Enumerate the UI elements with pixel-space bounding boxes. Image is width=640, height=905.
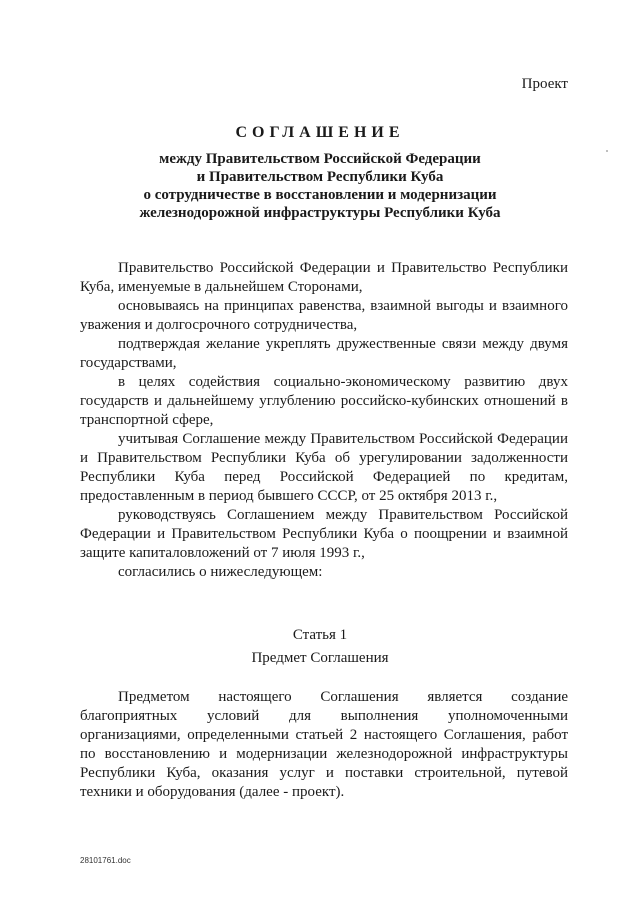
document-title: СОГЛАШЕНИЕ bbox=[235, 124, 405, 141]
article-number: Статья 1 bbox=[292, 627, 348, 643]
preamble-paragraph: учитывая Соглашение между Правительством Российской Федерации и Правительством Республики Куба об урегулировании задолженности Республики Куба перед Российской Федерацией по кредитам, предоставленным в период бывшего СССР, от 25 октября 2013 г., bbox=[80, 431, 568, 504]
article-heading: Предмет Соглашения bbox=[251, 650, 389, 666]
preamble-paragraph: Правительство Российской Федерации и Правительство Республики Куба, именуемые в дальнейшем Сторонами, bbox=[80, 260, 568, 295]
article-body bbox=[80, 688, 568, 802]
preamble-paragraph: подтверждая желание укреплять дружественные связи между двумя государствами, bbox=[80, 336, 568, 371]
preamble-paragraph: руководствуясь Соглашением между Правительством Российской Федерации и Правительством Республики Куба о поощрении и взаимной защите капиталовложений от 7 июля 1993 г., bbox=[80, 507, 568, 561]
preamble-paragraph: основываясь на принципах равенства, взаимной выгоды и взаимного уважения и долгосрочного сотрудничества, bbox=[80, 298, 568, 333]
article-paragraph: Предметом настоящего Соглашения является создание благоприятных условий для выполнения уполномоченными организациями, определенными статьей 2 настоящего Соглашения, работ по восстановлению и модернизации железнодорожной инфраструктуры Республики Куба, оказания услуг и поставки строительной, путевой техники и оборудования (далее - проект). bbox=[80, 689, 568, 800]
subtitle-line: между Правительством Российской Федерации bbox=[159, 151, 481, 167]
preamble bbox=[80, 259, 568, 582]
subtitle-line: железнодорожной инфраструктуры Республики Куба bbox=[139, 205, 501, 221]
draft-label: Проект bbox=[521, 76, 568, 92]
file-name-footer: 28101761.doc bbox=[80, 856, 131, 865]
document-subtitle bbox=[0, 150, 640, 222]
subtitle-line: и Правительством Республики Куба bbox=[196, 169, 444, 185]
preamble-paragraph: в целях содействия социально-экономическому развитию двух государств и дальнейшему углублению российско-кубинских отношений в транспортной сфере, bbox=[80, 374, 568, 428]
subtitle-line: о сотрудничестве в восстановлении и модернизации bbox=[143, 187, 497, 203]
preamble-paragraph: согласились о нижеследующем: bbox=[118, 564, 323, 580]
